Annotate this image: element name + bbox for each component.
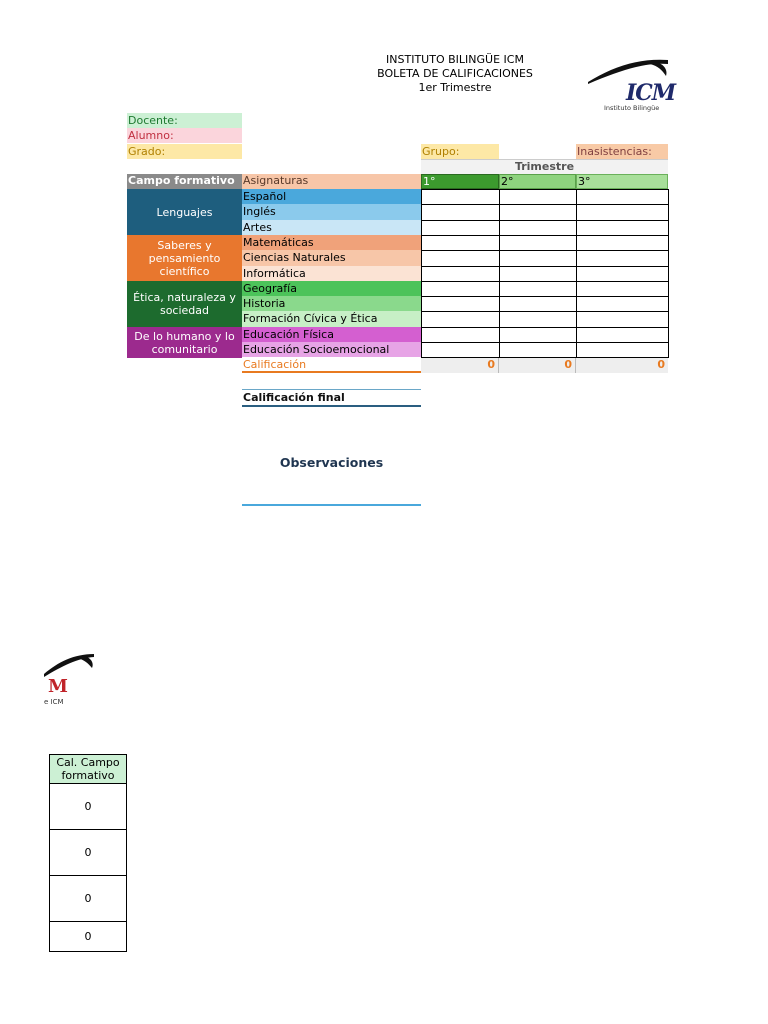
grade-cell-period-2[interactable]	[499, 266, 577, 282]
grade-cell-period-3[interactable]	[576, 342, 669, 358]
grade-cell-period-2[interactable]	[499, 311, 577, 328]
campo-saberes: Saberes y pensamiento científico	[127, 235, 242, 281]
grade-cell-period-2[interactable]	[499, 220, 577, 236]
logo-text: ICM	[626, 80, 676, 106]
observaciones-line	[242, 504, 421, 506]
grade-cell-period-1[interactable]	[421, 220, 500, 236]
grade-cell-period-1[interactable]	[421, 250, 500, 267]
logo-subtext: Instituto Bilingüe	[604, 104, 660, 112]
subject-name: Historia	[242, 296, 421, 311]
term-label: 1er Trimestre	[418, 81, 492, 94]
calificacion-label: Calificación	[242, 358, 421, 373]
grade-cell-period-1[interactable]	[421, 204, 500, 221]
grade-cell-period-2[interactable]	[499, 342, 577, 358]
grade-cell-period-2[interactable]	[499, 189, 577, 205]
calificacion-period-1: 0	[421, 358, 499, 373]
subject-name: Formación Cívica y Ética	[242, 311, 421, 327]
grade-cell-period-2[interactable]	[499, 204, 577, 221]
grade-cell-period-3[interactable]	[576, 311, 669, 328]
grade-cell-period-1[interactable]	[421, 281, 500, 297]
inasistencias-label: Inasistencias:	[576, 144, 668, 159]
grade-cell-period-3[interactable]	[576, 266, 669, 282]
grupo-label: Grupo:	[421, 144, 499, 159]
grade-cell-period-3[interactable]	[576, 250, 669, 267]
subject-name: Geografía	[242, 281, 421, 296]
observaciones-title: Observaciones	[279, 455, 384, 470]
subject-name: Informática	[242, 266, 421, 281]
logo-small-letter: M	[48, 676, 68, 697]
school-logo	[586, 54, 676, 116]
grade-cell-period-2[interactable]	[499, 296, 577, 312]
campo-etica: Ética, naturaleza y sociedad	[127, 281, 242, 327]
grade-cell-period-1[interactable]	[421, 189, 500, 205]
subject-name: Inglés	[242, 204, 421, 220]
calificacion-final-label: Calificación final	[242, 389, 421, 407]
grade-cell-period-1[interactable]	[421, 327, 500, 343]
subject-name: Español	[242, 189, 421, 204]
grade-cell-period-1[interactable]	[421, 342, 500, 358]
grado-label: Grado:	[127, 144, 242, 159]
grade-cell-period-3[interactable]	[576, 189, 669, 205]
grade-cell-period-3[interactable]	[576, 327, 669, 343]
grade-cell-period-2[interactable]	[499, 327, 577, 343]
campo-total-2: 0	[49, 829, 127, 876]
campo-humano: De lo humano y lo comunitario	[127, 327, 242, 358]
subject-name: Matemáticas	[242, 235, 421, 250]
calificacion-period-2: 0	[499, 358, 576, 373]
alumno-label: Alumno:	[127, 128, 242, 143]
logo-small-subtext: e ICM	[44, 698, 64, 706]
campo-lenguajes: Lenguajes	[127, 189, 242, 235]
docente-label: Docente:	[127, 113, 242, 128]
report-header	[330, 53, 580, 95]
campo-formativo-header: Campo formativo	[127, 174, 242, 189]
school-name: INSTITUTO BILINGÜE ICM	[386, 53, 524, 66]
grade-cell-period-2[interactable]	[499, 235, 577, 251]
grade-cell-period-3[interactable]	[576, 296, 669, 312]
campo-totals-header-text: Cal. Campo formativo	[56, 756, 120, 782]
grade-cell-period-3[interactable]	[576, 204, 669, 221]
trimestre-header: Trimestre	[421, 159, 668, 174]
campo-total-4: 0	[49, 921, 127, 952]
grade-cell-period-2[interactable]	[499, 250, 577, 267]
subject-name: Educación Física	[242, 327, 421, 342]
grade-cell-period-1[interactable]	[421, 266, 500, 282]
calificacion-period-3: 0	[576, 358, 668, 373]
period-2-header: 2°	[499, 174, 576, 189]
report-title: BOLETA DE CALIFICACIONES	[377, 67, 533, 80]
grade-cell-period-2[interactable]	[499, 281, 577, 297]
campo-total-1: 0	[49, 783, 127, 830]
asignaturas-header: Asignaturas	[242, 174, 421, 189]
grade-cell-period-3[interactable]	[576, 220, 669, 236]
grade-cell-period-3[interactable]	[576, 281, 669, 297]
subject-name: Artes	[242, 220, 421, 235]
subject-name: Educación Socioemocional	[242, 342, 421, 357]
period-1-header: 1°	[421, 174, 499, 189]
subject-name: Ciencias Naturales	[242, 250, 421, 266]
campo-total-3: 0	[49, 875, 127, 922]
campo-totals-header	[49, 754, 127, 784]
grade-cell-period-1[interactable]	[421, 235, 500, 251]
school-logo-small	[44, 648, 94, 708]
grade-cell-period-1[interactable]	[421, 296, 500, 312]
grade-cell-period-3[interactable]	[576, 235, 669, 251]
period-3-header: 3°	[576, 174, 668, 189]
grade-cell-period-1[interactable]	[421, 311, 500, 328]
